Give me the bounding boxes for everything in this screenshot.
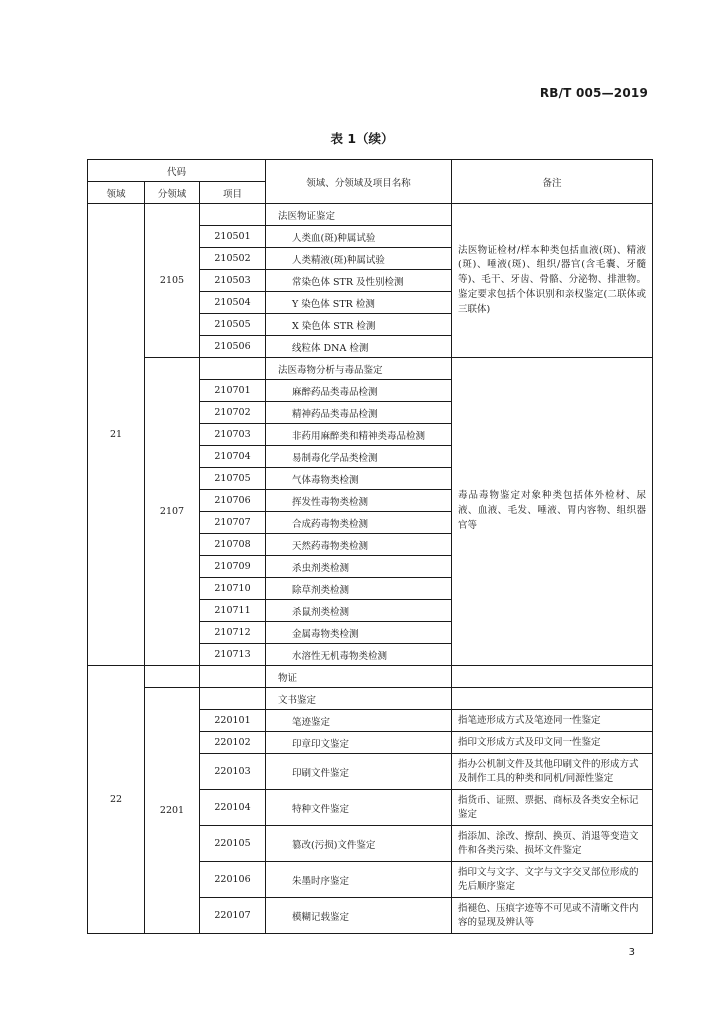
table-title: 表 1（续） [330, 131, 394, 146]
item-code: 210505 [200, 314, 266, 336]
item-code: 210504 [200, 292, 266, 314]
domain-code-22: 22 [88, 666, 145, 934]
item-name: 除草剂类检测 [266, 578, 452, 600]
item-code: 220103 [200, 754, 266, 790]
header-name: 领域、分领域及项目名称 [266, 160, 452, 204]
item-name: 杀虫剂类检测 [266, 556, 452, 578]
item-code: 210703 [200, 424, 266, 446]
item-code: 210501 [200, 226, 266, 248]
item-code: 210502 [200, 248, 266, 270]
item-name: 合成药毒物类检测 [266, 512, 452, 534]
subdomain-title-2105: 法医物证鉴定 [266, 204, 452, 226]
item-code: 210709 [200, 556, 266, 578]
item-name: 天然药毒物类检测 [266, 534, 452, 556]
item-name: 线粒体 DNA 检测 [266, 336, 452, 358]
item-code: 210701 [200, 380, 266, 402]
item-name: 人类精液(斑)种属试验 [266, 248, 452, 270]
item-name: X 染色体 STR 检测 [266, 314, 452, 336]
item-remark: 指办公机制文件及其他印刷文件的形成方式及制作工具的种类和同机/同源性鉴定 [452, 754, 653, 790]
item-name: 水溶性无机毒物类检测 [266, 644, 452, 666]
domain-code-21: 21 [88, 204, 145, 666]
item-code: 210713 [200, 644, 266, 666]
subdomain-title-2201: 文书鉴定 [266, 688, 452, 710]
item-code: 220106 [200, 862, 266, 898]
item-name: 常染色体 STR 及性别检测 [266, 270, 452, 292]
item-code: 210704 [200, 446, 266, 468]
table-row [88, 688, 653, 710]
table-row [88, 666, 653, 688]
item-code: 220101 [200, 710, 266, 732]
item-code: 210702 [200, 402, 266, 424]
subdomain-code-2105: 2105 [145, 204, 200, 358]
item-code: 210503 [200, 270, 266, 292]
remark-2105: 法医物证检材/样本种类包括血液(斑)、精液(斑)、唾液(斑)、组织/器官(含毛囊、牙髓等)、毛干、牙齿、骨骼、分泌物、排泄物。鉴定要求包括个体识别和亲权鉴定(二联体或三联体) [452, 204, 653, 358]
item-remark: 指褪色、压痕字迹等不可见或不清晰文件内容的显现及辨认等 [452, 898, 653, 934]
domain-title-22: 物证 [266, 666, 452, 688]
item-name: 杀鼠剂类检测 [266, 600, 452, 622]
item-code: 210708 [200, 534, 266, 556]
table-header-row [88, 160, 653, 182]
item-code: 210705 [200, 468, 266, 490]
item-remark: 指印文形成方式及印文同一性鉴定 [452, 732, 653, 754]
item-name: 非药用麻醉类和精神类毒品检测 [266, 424, 452, 446]
header-subdomain: 分领域 [145, 182, 200, 204]
header-code-group: 代码 [88, 160, 266, 182]
item-name: 朱墨时序鉴定 [266, 862, 452, 898]
item-code: 210506 [200, 336, 266, 358]
item-name: 人类血(斑)种属试验 [266, 226, 452, 248]
item-name: 印刷文件鉴定 [266, 754, 452, 790]
remark-2107: 毒品毒物鉴定对象种类包括体外检材、尿液、血液、毛发、唾液、胃内容物、组织器官等 [452, 358, 653, 666]
item-name: 精神药品类毒品检测 [266, 402, 452, 424]
item-remark: 指添加、涂改、擦刮、换页、消退等变造文件和各类污染、损坏文件鉴定 [452, 826, 653, 862]
item-remark: 指货币、证照、票据、商标及各类安全标记鉴定 [452, 790, 653, 826]
item-name: 笔迹鉴定 [266, 710, 452, 732]
item-name: 挥发性毒物类检测 [266, 490, 452, 512]
subdomain-title-2107: 法医毒物分析与毒品鉴定 [266, 358, 452, 380]
item-name: 麻醉药品类毒品检测 [266, 380, 452, 402]
item-name: Y 染色体 STR 检测 [266, 292, 452, 314]
item-name: 气体毒物类检测 [266, 468, 452, 490]
header-domain: 领域 [88, 182, 145, 204]
item-name: 特种文件鉴定 [266, 790, 452, 826]
subdomain-code-2107: 2107 [145, 358, 200, 666]
item-code: 210712 [200, 622, 266, 644]
page-number: 3 [628, 947, 635, 958]
item-code: 210706 [200, 490, 266, 512]
item-name: 印章印文鉴定 [266, 732, 452, 754]
classification-table [87, 159, 653, 934]
table-row [88, 358, 653, 380]
item-code: 210711 [200, 600, 266, 622]
item-code: 220104 [200, 790, 266, 826]
item-remark: 指印文与文字、文字与文字交叉部位形成的先后顺序鉴定 [452, 862, 653, 898]
table-row [88, 204, 653, 226]
item-code: 220107 [200, 898, 266, 934]
standard-code: RB/T 005—2019 [539, 86, 648, 100]
item-name: 易制毒化学品类检测 [266, 446, 452, 468]
item-code: 210707 [200, 512, 266, 534]
item-name: 金属毒物类检测 [266, 622, 452, 644]
item-name: 篡改(污损)文件鉴定 [266, 826, 452, 862]
header-remark: 备注 [452, 160, 653, 204]
item-code: 220102 [200, 732, 266, 754]
header-item: 项目 [200, 182, 266, 204]
item-code: 220105 [200, 826, 266, 862]
item-code: 210710 [200, 578, 266, 600]
item-remark: 指笔迹形成方式及笔迹同一性鉴定 [452, 710, 653, 732]
subdomain-code-2201: 2201 [145, 688, 200, 934]
item-name: 模糊记载鉴定 [266, 898, 452, 934]
